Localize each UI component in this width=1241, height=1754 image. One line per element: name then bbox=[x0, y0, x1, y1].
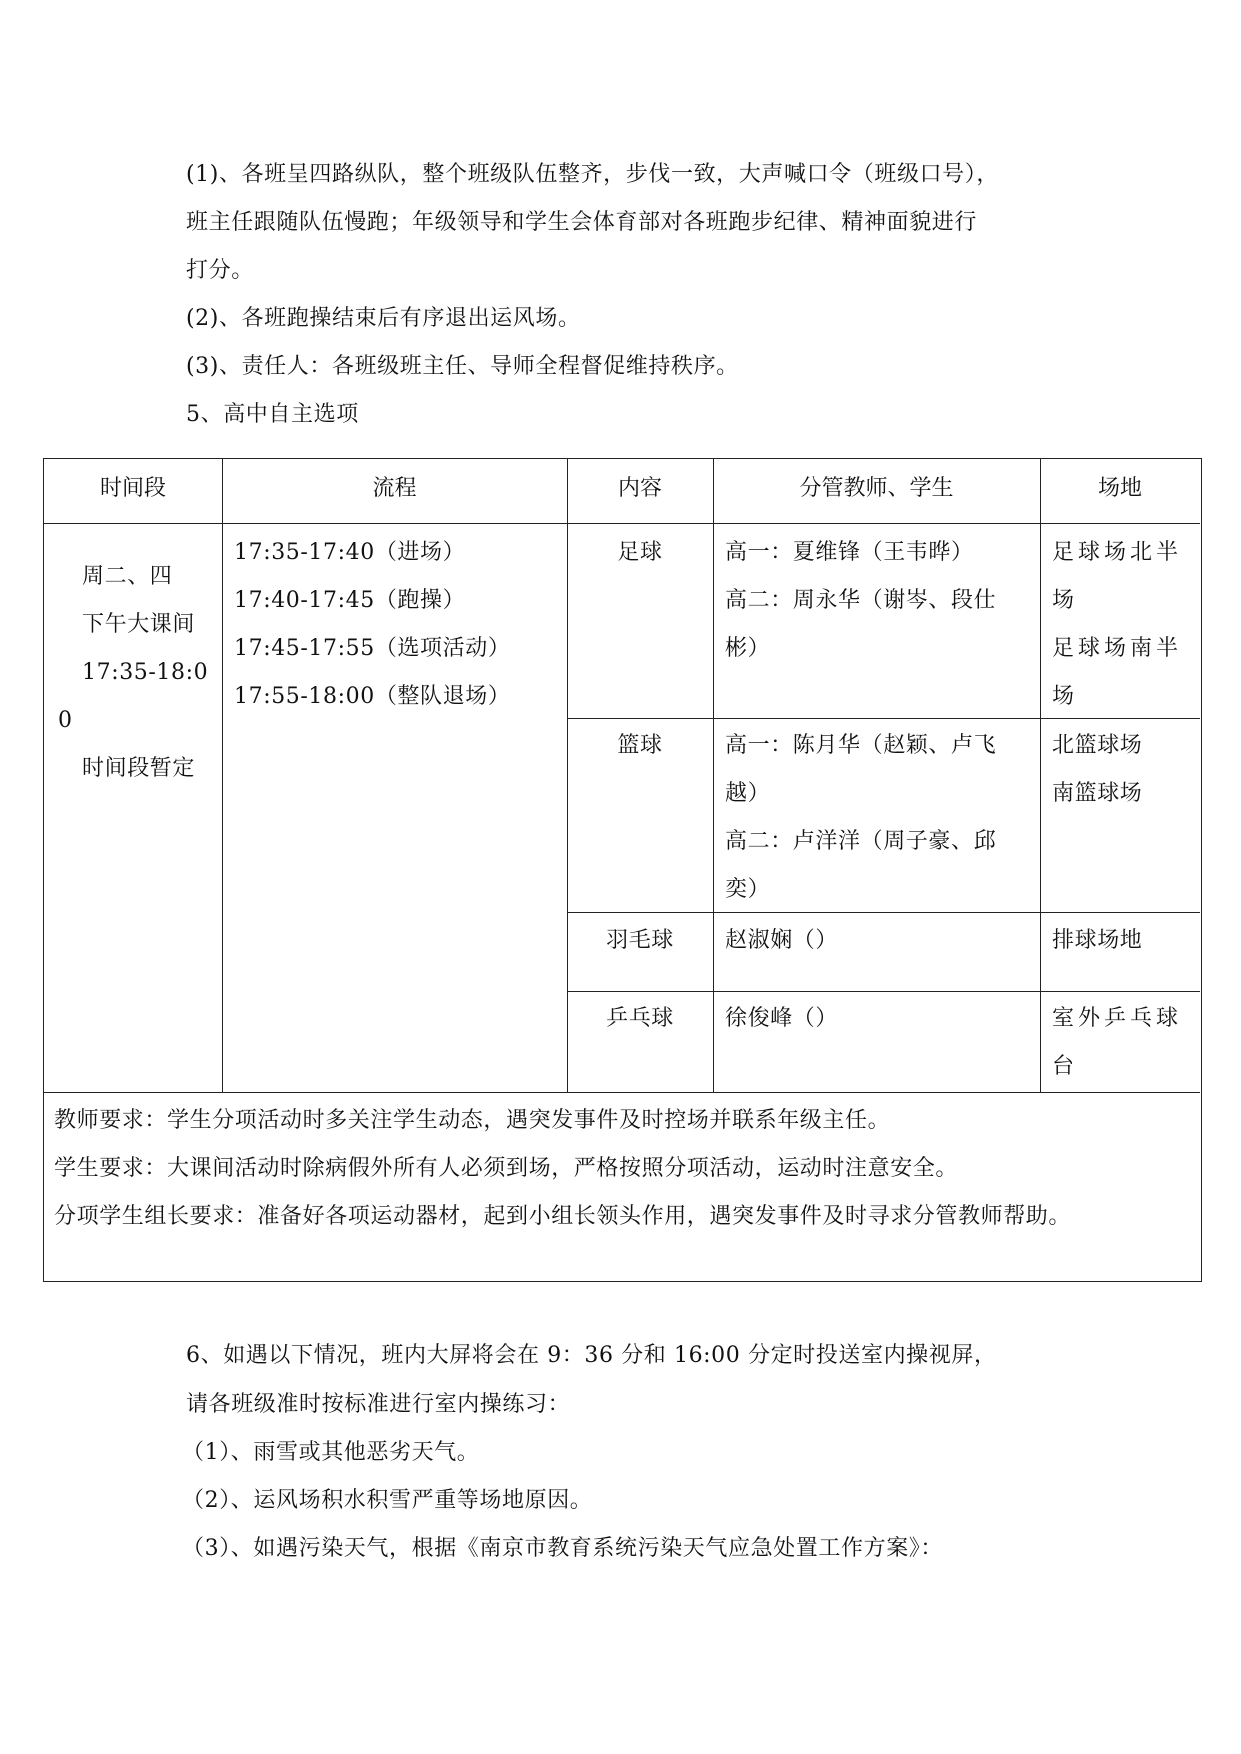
teacher-line: 奕） bbox=[725, 877, 771, 902]
time-slot-line: 下午大课间 bbox=[82, 612, 196, 637]
requirement-line: 学生要求：大课间活动时除病假外所有人必须到场，严格按照分项活动，运动时注意安全。 bbox=[54, 1156, 959, 1181]
teacher-line: 高一：陈月华（赵颖、卢飞 bbox=[725, 733, 997, 758]
requirement-line: 教师要求：学生分项活动时多关注学生动态，遇突发事件及时控场并联系年级主任。 bbox=[54, 1108, 891, 1133]
teacher-line: 高二：周永华（谢岑、段仕 bbox=[725, 588, 997, 613]
venue-line: 室外乒乓球 bbox=[1052, 1006, 1183, 1031]
content-cell-badminton bbox=[567, 917, 713, 965]
process-cell bbox=[234, 529, 510, 721]
venue-line: 足球场北半 bbox=[1052, 540, 1183, 565]
teachers-cell-football bbox=[725, 529, 996, 673]
teacher-line: 高二：卢洋洋（周子豪、邱 bbox=[725, 829, 997, 854]
outro-item-1: （1）、雨雪或其他恶劣天气。 bbox=[182, 1440, 480, 1465]
content-cell-table-tennis bbox=[567, 995, 713, 1043]
section-heading-6: 6、如遇以下情况，班内大屏将会在 9：36 分和 16:00 分定时投送室内操视屏， bbox=[186, 1343, 997, 1368]
venue-cell-badminton bbox=[1052, 917, 1142, 965]
teacher-line: 越） bbox=[725, 781, 771, 806]
time-slot-line: 17:35-18:0 bbox=[82, 660, 209, 685]
intro-line-1: (1)、各班呈四路纵队，整个班级队伍整齐，步伐一致，大声喊口令（班级口号）， bbox=[186, 162, 999, 187]
header-content: 内容 bbox=[617, 476, 662, 501]
process-step: 17:40-17:45（跑操） bbox=[234, 588, 466, 613]
teacher-line: 彬） bbox=[725, 636, 771, 661]
content-label: 乒乓球 bbox=[606, 1006, 674, 1031]
requirement-line: 分项学生组长要求：准备好各项运动器材，起到小组长领头作用，遇突发事件及时寻求分管教师帮助。 bbox=[54, 1204, 1072, 1229]
venue-line: 南篮球场 bbox=[1052, 781, 1143, 806]
process-step: 17:55-18:00（整队退场） bbox=[234, 684, 511, 709]
content-cell-basketball bbox=[567, 722, 713, 770]
content-label: 足球 bbox=[617, 540, 663, 565]
venue-line: 足球场南半 bbox=[1052, 636, 1183, 661]
table-divider bbox=[1040, 459, 1041, 1092]
content-label: 篮球 bbox=[617, 733, 663, 758]
requirements-cell bbox=[54, 1097, 1071, 1241]
schedule-table bbox=[43, 458, 1202, 1282]
teacher-line: 徐俊峰（） bbox=[725, 1006, 839, 1031]
venue-cell-table-tennis bbox=[1052, 995, 1182, 1091]
table-divider bbox=[713, 459, 714, 1092]
teachers-cell-table-tennis bbox=[725, 995, 838, 1043]
time-slot-line: 时间段暂定 bbox=[82, 756, 196, 781]
venue-line: 场 bbox=[1052, 684, 1079, 709]
content-label: 羽毛球 bbox=[606, 928, 674, 953]
venue-line: 北篮球场 bbox=[1052, 733, 1143, 758]
intro-line-2: 班主任跟随队伍慢跑；年级领导和学生会体育部对各班跑步纪律、精神面貌进行 bbox=[186, 210, 978, 235]
venue-cell-basketball bbox=[1052, 722, 1142, 818]
table-divider bbox=[222, 459, 223, 1092]
teacher-line: 高一：夏维锋（王韦晔） bbox=[725, 540, 974, 565]
header-teachers: 分管教师、学生 bbox=[799, 476, 954, 501]
table-divider bbox=[567, 991, 1200, 992]
outro-item-3: （3）、如遇污染天气，根据《南京市教育系统污染天气应急处置工作方案》： bbox=[182, 1536, 943, 1561]
venue-line: 台 bbox=[1052, 1054, 1079, 1079]
time-slot-line: 周二、四 bbox=[82, 564, 173, 589]
table-divider bbox=[44, 523, 1200, 524]
venue-line: 场 bbox=[1052, 588, 1079, 613]
intro-line-3: 打分。 bbox=[186, 258, 254, 283]
process-step: 17:45-17:55（选项活动） bbox=[234, 636, 511, 661]
process-step: 17:35-17:40（进场） bbox=[234, 540, 466, 565]
outro-line-2: 请各班级准时按标准进行室内操练习： bbox=[186, 1392, 571, 1417]
venue-cell-football bbox=[1052, 529, 1182, 721]
header-process: 流程 bbox=[372, 476, 417, 501]
venue-line: 排球场地 bbox=[1052, 928, 1143, 953]
table-divider bbox=[44, 1092, 1200, 1093]
intro-line-5: (3)、责任人：各班级班主任、导师全程督促维持秩序。 bbox=[186, 354, 739, 379]
teacher-line: 赵淑娴（） bbox=[725, 928, 839, 953]
time-slot-line: 0 bbox=[58, 708, 73, 733]
outro-item-2: （2）、运风场积水积雪严重等场地原因。 bbox=[182, 1488, 593, 1513]
time-slot-cell bbox=[58, 553, 208, 793]
teachers-cell-basketball bbox=[725, 722, 996, 914]
content-cell-football bbox=[567, 529, 713, 577]
intro-line-4: (2)、各班跑操结束后有序退出运风场。 bbox=[186, 306, 581, 331]
teachers-cell-badminton bbox=[725, 917, 838, 965]
section-heading-5: 5、高中自主选项 bbox=[186, 402, 359, 427]
header-venue: 场地 bbox=[1097, 476, 1142, 501]
header-time-slot: 时间段 bbox=[99, 476, 166, 501]
